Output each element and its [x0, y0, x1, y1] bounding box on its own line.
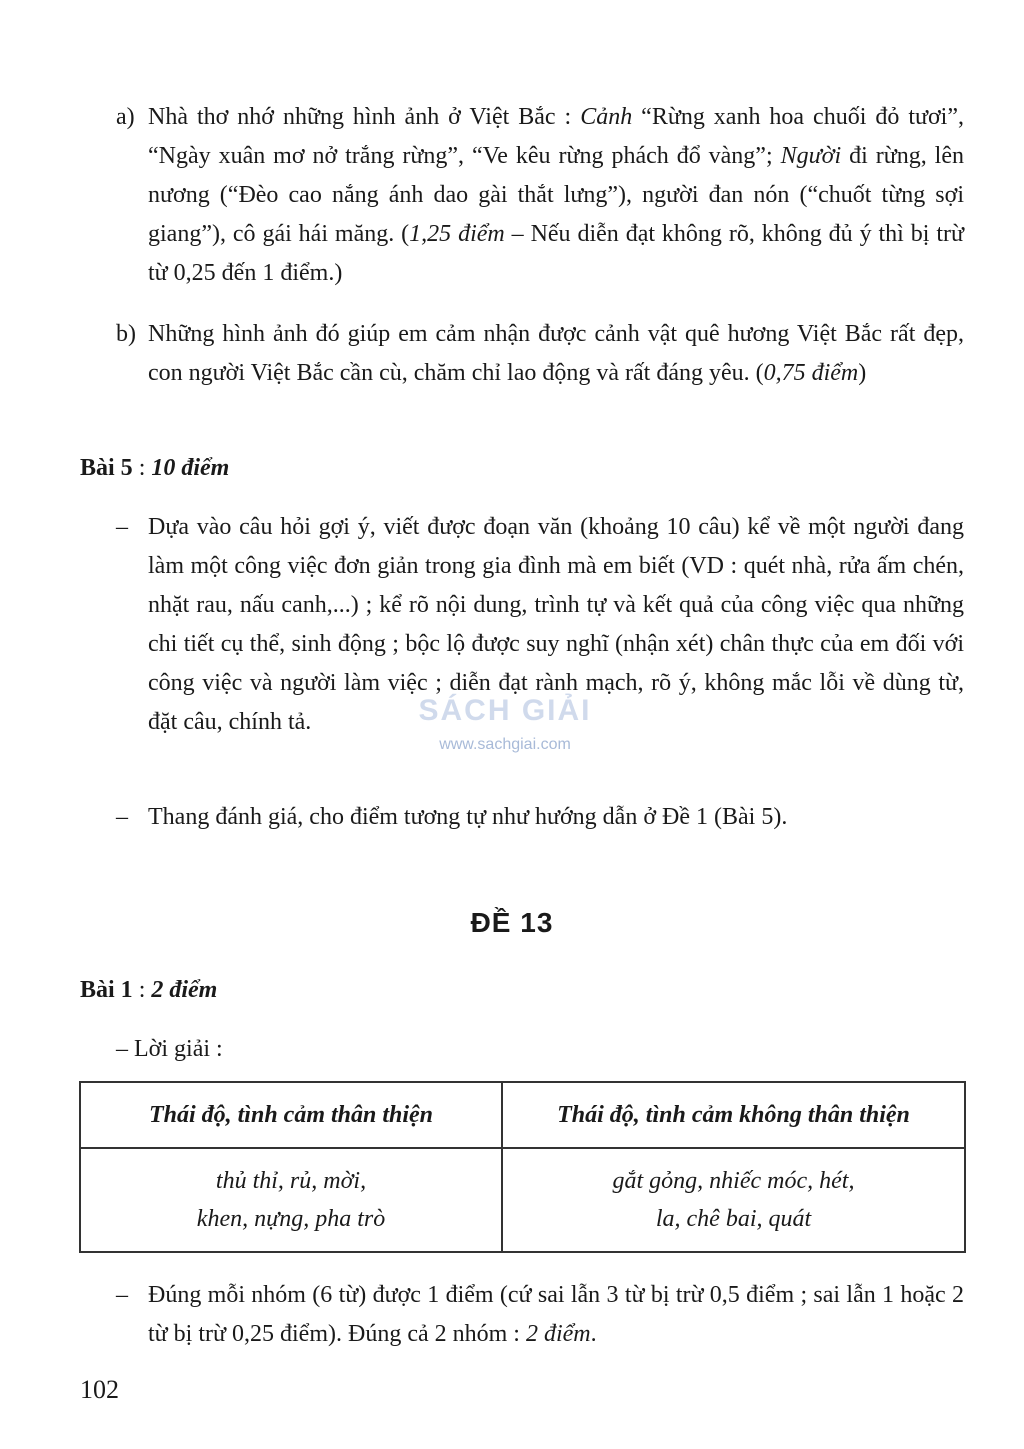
item-b-text-1: Những hình ảnh đó giúp em cảm nhận được cảnh vật quê hương Việt Bắc rất đẹp, con người Việt Bắc cần cù, chăm chỉ lao động và rất đáng yêu. ( [148, 321, 964, 386]
table-cell-unfriendly [502, 1148, 965, 1252]
bai5-heading [80, 449, 229, 488]
table-header-row [80, 1082, 965, 1148]
bai1-note-text-2: . [590, 1321, 597, 1347]
bai1-dash: – [116, 1282, 128, 1308]
item-a-text-2: “Rừng xanh hoa chuối đỏ tươi”, “Ngày xuân mơ nở trắng rừng”, “Ve kêu rừng phách đổ vàng”; [148, 104, 965, 169]
bai1-sep: : [132, 977, 152, 1003]
bai5-dash-2: – [116, 804, 128, 830]
item-a-em-3: 1,25 điểm [409, 221, 505, 247]
bai5-dash-1: – [116, 514, 128, 540]
item-a-text-4: – Nếu diễn đạt không rõ, không đủ ý thì bị trừ từ 0,25 đến 1 điểm.) [148, 221, 965, 286]
bai1-note [148, 1276, 964, 1354]
table-cell-friendly [80, 1148, 502, 1252]
section-title: ĐỀ 13 [470, 907, 554, 938]
friendly-words-line-2: khen, nựng, pha trò [196, 1206, 386, 1232]
item-a-text-3: đi rừng, lên nương (“Đèo cao nắng ánh dao gài thắt lưng”), người đan nón (“chuốt từng sợi giang”), cô gái hái măng. ( [148, 143, 964, 247]
unfriendly-words-line-2: la, chê bai, quát [655, 1206, 812, 1232]
page-number: 102 [80, 1375, 119, 1404]
bai1-note-text-1: Đúng mỗi nhóm (6 từ) được 1 điểm (cứ sai lẫn 3 từ bị trừ 0,5 điểm ; sai lẫn 1 hoặc 2 từ bị trừ 0,25 điểm). Đúng cả 2 nhóm : [148, 1282, 964, 1347]
watermark [385, 694, 625, 754]
item-a-em-1: Cảnh [580, 104, 633, 130]
bai1-note-em: 2 điểm [525, 1321, 591, 1347]
item-a-em-2: Người [780, 143, 842, 169]
watermark-url: www.sachgiai.com [439, 736, 571, 753]
table-header-unfriendly: Thái độ, tình cảm không thân thiện [502, 1082, 965, 1148]
answer-table [79, 1081, 966, 1253]
friendly-words-line-1: thủ thỉ, rủ, mời, [215, 1168, 367, 1194]
item-a-text-1: Nhà thơ nhớ những hình ảnh ở Việt Bắc : [148, 104, 581, 130]
watermark-logo: SÁCH GIẢI [418, 694, 592, 727]
bai1-heading [80, 971, 217, 1010]
item-b-em-1: 0,75 điểm [763, 360, 859, 386]
item-a-paragraph [148, 98, 964, 293]
item-a-marker: a) [116, 104, 135, 130]
item-b-paragraph [148, 315, 964, 393]
item-b-marker: b) [116, 321, 136, 347]
bai5-paragraph-1: Dựa vào câu hỏi gợi ý, viết được đoạn văn (khoảng 10 câu) kể về một người đang làm một công việc đơn giản trong gia đình mà em biết (VD : quét nhà, rửa ấm chén, nhặt rau, nấu canh,...) ; kể rõ nội dung, trình tự và kết quả của công việc qua những chi tiết cụ thể, sinh động ; bộc lộ được suy nghĩ (nhận xét) chân thực của em đối với công việc và người làm việc ; diễn đạt rành mạch, rõ ý, không mắc lỗi về dùng từ, đặt câu, chính tả. [148, 514, 964, 735]
bai1-intro: – Lời giải : [116, 1036, 223, 1062]
bai5-label: Bài 5 [80, 455, 133, 481]
bai1-label: Bài 1 [80, 977, 133, 1003]
bai5-points: 10 điểm [151, 455, 230, 481]
bai1-points: 2 điểm [151, 977, 218, 1003]
item-b-text-2: ) [858, 360, 867, 386]
table-header-friendly: Thái độ, tình cảm thân thiện [80, 1082, 502, 1148]
bai5-paragraph-2: Thang đánh giá, cho điểm tương tự như hướng dẫn ở Đề 1 (Bài 5). [148, 804, 788, 830]
bai5-sep: : [132, 455, 152, 481]
unfriendly-words-line-1: gắt gỏng, nhiếc móc, hét, [612, 1168, 855, 1194]
table-row [80, 1148, 965, 1252]
